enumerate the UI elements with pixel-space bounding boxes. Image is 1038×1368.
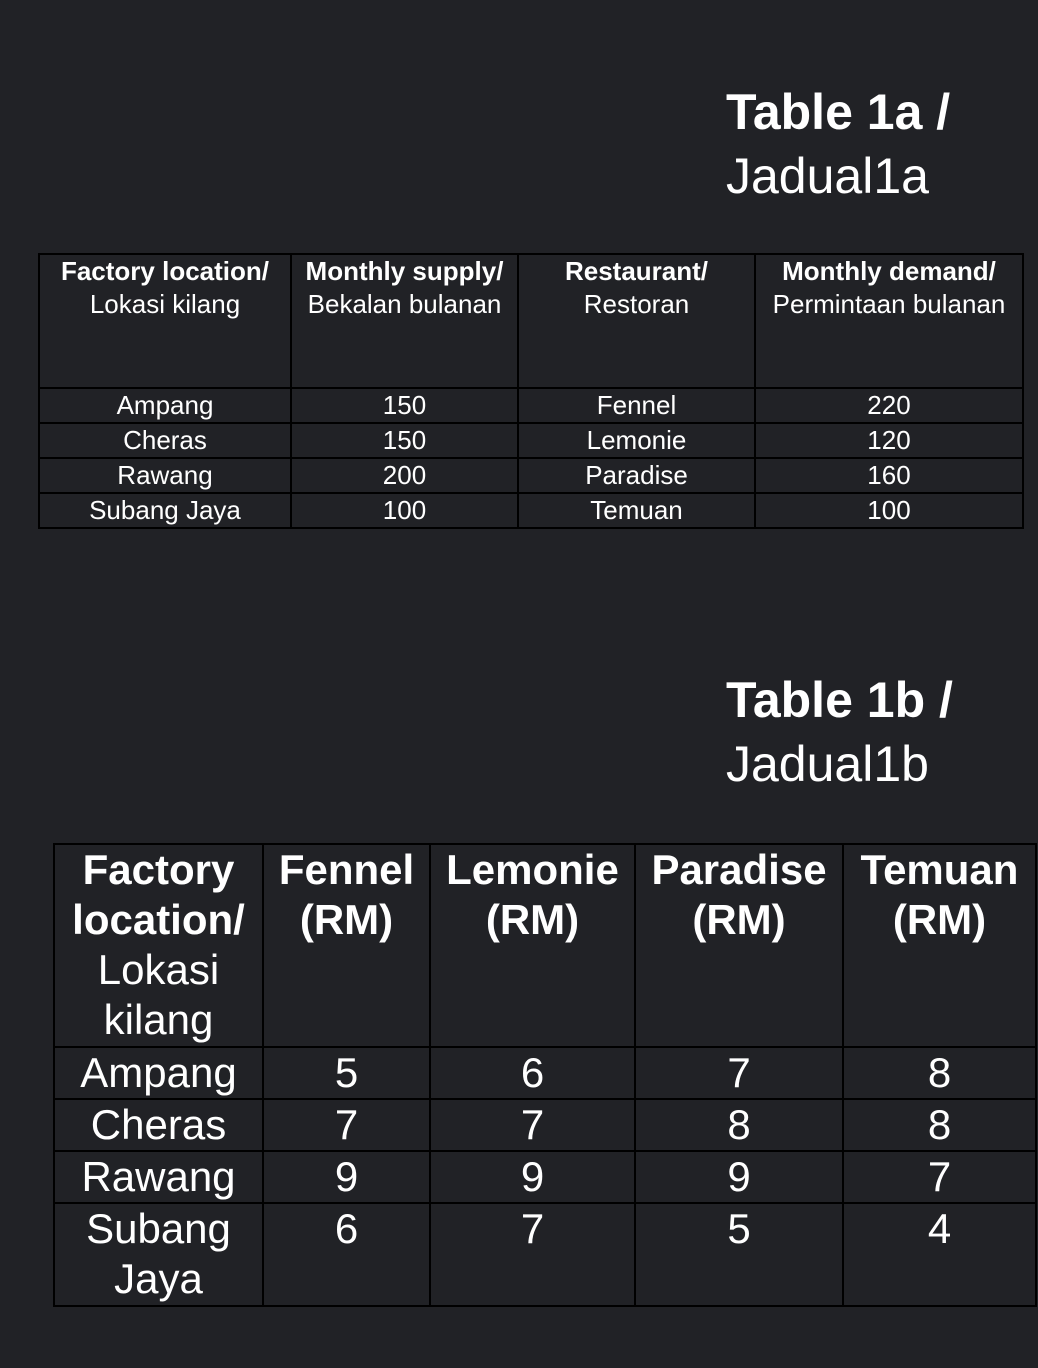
table-cell: 8 <box>843 1047 1036 1099</box>
supply-demand-table <box>38 253 1024 529</box>
table-cell: Subang Jaya <box>39 493 291 528</box>
table-cell: 9 <box>263 1151 430 1203</box>
table-1a-title-malay: Jadual1a <box>726 148 929 204</box>
header-label-english: Fennel (RM) <box>278 846 415 943</box>
table-cell: Cheras <box>39 423 291 458</box>
table-1b-title <box>726 668 953 796</box>
table-1a-title-english: Table 1a / <box>726 84 951 140</box>
table-cell: 5 <box>263 1047 430 1099</box>
header-lemonie-cost <box>430 844 635 1047</box>
table-row <box>54 1203 1036 1306</box>
header-label-english: Factory location/ <box>72 846 245 943</box>
table-cell: Ampang <box>54 1047 263 1099</box>
table-cell: 160 <box>755 458 1023 493</box>
header-factory-location <box>39 254 291 388</box>
header-fennel-cost <box>263 844 430 1047</box>
table-cell: Temuan <box>518 493 755 528</box>
table-row <box>54 1151 1036 1203</box>
header-label-english: Lemonie (RM) <box>446 846 619 943</box>
table-cell: 8 <box>635 1099 843 1151</box>
table-header-row <box>39 254 1023 388</box>
header-label-malay: Lokasi kilang <box>89 289 241 319</box>
header-monthly-demand <box>755 254 1023 388</box>
header-monthly-supply <box>291 254 518 388</box>
table-cell: Lemonie <box>518 423 755 458</box>
table-row <box>39 458 1023 493</box>
header-label-english: Paradise (RM) <box>651 846 827 943</box>
table-cell: 9 <box>430 1151 635 1203</box>
table-cell: 9 <box>635 1151 843 1203</box>
table-cell: 150 <box>291 423 518 458</box>
header-label-malay: Bekalan bulanan <box>307 289 502 319</box>
header-label-english: Factory location/ <box>60 256 270 286</box>
table-cell: 220 <box>755 388 1023 423</box>
table-row <box>39 423 1023 458</box>
table-row <box>54 1047 1036 1099</box>
table-row <box>39 493 1023 528</box>
header-label-english: Restaurant/ <box>564 256 709 286</box>
table-cell: 7 <box>430 1099 635 1151</box>
table-cell: 7 <box>263 1099 430 1151</box>
table-cell: 100 <box>755 493 1023 528</box>
table-cell: 120 <box>755 423 1023 458</box>
table-cell: 6 <box>430 1047 635 1099</box>
table-cell: 5 <box>635 1203 843 1306</box>
table-cell: 7 <box>635 1047 843 1099</box>
table-cell: 150 <box>291 388 518 423</box>
table-cell: Cheras <box>54 1099 263 1151</box>
header-label-malay: Restoran <box>583 289 690 319</box>
table-cell: 7 <box>843 1151 1036 1203</box>
table-cell: 100 <box>291 493 518 528</box>
header-paradise-cost <box>635 844 843 1047</box>
table-row <box>54 1099 1036 1151</box>
header-temuan-cost <box>843 844 1036 1047</box>
table-cell: Rawang <box>39 458 291 493</box>
table-row <box>39 388 1023 423</box>
table-cell: Paradise <box>518 458 755 493</box>
table-1a-title <box>726 80 950 208</box>
table-header-row <box>54 844 1036 1047</box>
transport-cost-table <box>53 843 1037 1307</box>
header-label-english: Temuan (RM) <box>860 846 1019 943</box>
table-cell: 8 <box>843 1099 1036 1151</box>
table-1b-title-english: Table 1b / <box>726 672 953 728</box>
header-label-english: Monthly supply/ <box>305 256 504 286</box>
table-cell: Rawang <box>54 1151 263 1203</box>
table-cell: Subang Jaya <box>54 1203 263 1306</box>
table-cell: 4 <box>843 1203 1036 1306</box>
table-1b-title-malay: Jadual1b <box>726 736 929 792</box>
header-label-english: Monthly demand/ <box>782 256 996 286</box>
header-restaurant <box>518 254 755 388</box>
table-cell: 200 <box>291 458 518 493</box>
table-cell: Ampang <box>39 388 291 423</box>
header-label-malay: Permintaan bulanan <box>772 289 1006 319</box>
table-cell: 6 <box>263 1203 430 1306</box>
table-cell: Fennel <box>518 388 755 423</box>
header-label-malay: Lokasi kilang <box>97 946 220 1043</box>
table-cell: 7 <box>430 1203 635 1306</box>
header-factory-location <box>54 844 263 1047</box>
